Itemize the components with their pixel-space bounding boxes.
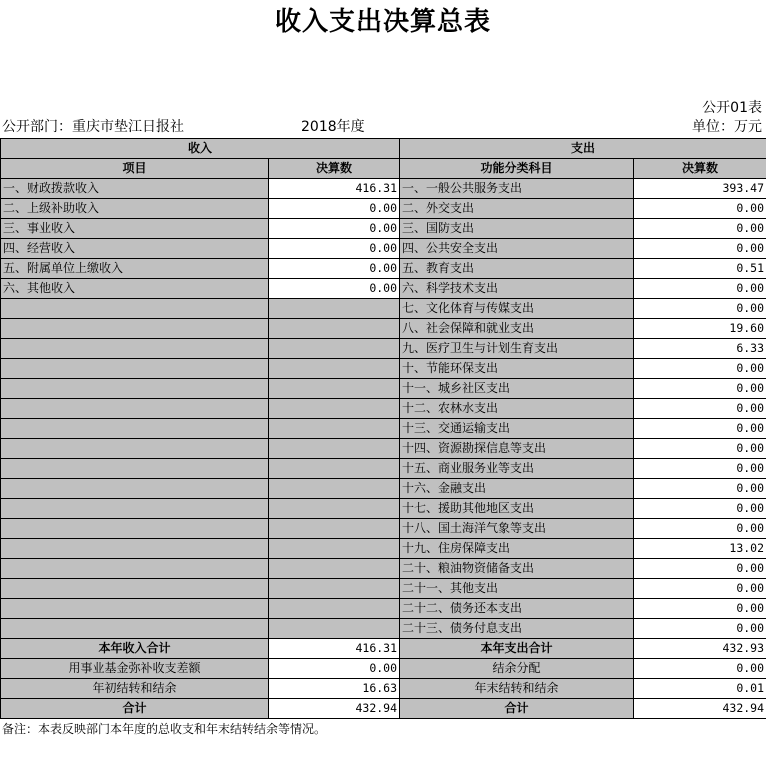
summary-income-item: 合计 bbox=[1, 699, 269, 719]
table-row bbox=[1, 319, 766, 339]
income-item bbox=[1, 619, 269, 639]
table-row bbox=[1, 279, 766, 299]
table-row bbox=[1, 219, 766, 239]
summary-row bbox=[1, 699, 766, 719]
amount-header-2: 决算数 bbox=[634, 159, 766, 179]
expense-amount: 0.00 bbox=[634, 459, 766, 479]
expense-item: 十、节能环保支出 bbox=[400, 359, 634, 379]
expense-amount: 0.00 bbox=[634, 619, 766, 639]
table-row bbox=[1, 239, 766, 259]
summary-income-item: 本年收入合计 bbox=[1, 639, 269, 659]
income-item: 三、事业收入 bbox=[1, 219, 269, 239]
income-item bbox=[1, 519, 269, 539]
table-row bbox=[1, 379, 766, 399]
summary-expense-amount: 0.01 bbox=[634, 679, 766, 699]
income-amount bbox=[269, 499, 400, 519]
expense-item: 十三、交通运输支出 bbox=[400, 419, 634, 439]
income-item bbox=[1, 459, 269, 479]
expense-amount: 0.00 bbox=[634, 239, 766, 259]
income-item bbox=[1, 559, 269, 579]
income-item bbox=[1, 479, 269, 499]
summary-income-amount: 16.63 bbox=[269, 679, 400, 699]
summary-income-amount: 432.94 bbox=[269, 699, 400, 719]
expense-item: 一、一般公共服务支出 bbox=[400, 179, 634, 199]
summary-expense-amount: 432.94 bbox=[634, 699, 766, 719]
table-row bbox=[1, 339, 766, 359]
table-row bbox=[1, 579, 766, 599]
expense-amount: 13.02 bbox=[634, 539, 766, 559]
expense-item: 八、社会保障和就业支出 bbox=[400, 319, 634, 339]
table-row bbox=[1, 599, 766, 619]
expense-amount: 0.00 bbox=[634, 599, 766, 619]
unit-label: 单位：万元 bbox=[692, 119, 762, 135]
income-amount bbox=[269, 319, 400, 339]
expense-item: 九、医疗卫生与计划生育支出 bbox=[400, 339, 634, 359]
expense-item: 三、国防支出 bbox=[400, 219, 634, 239]
expense-amount: 0.00 bbox=[634, 219, 766, 239]
income-item: 一、财政拨款收入 bbox=[1, 179, 269, 199]
income-item bbox=[1, 339, 269, 359]
table-row bbox=[1, 199, 766, 219]
table-row bbox=[1, 499, 766, 519]
income-amount: 0.00 bbox=[269, 279, 400, 299]
income-header: 收入 bbox=[1, 139, 400, 159]
expense-item: 十九、住房保障支出 bbox=[400, 539, 634, 559]
income-amount bbox=[269, 539, 400, 559]
table-row bbox=[1, 619, 766, 639]
expense-item: 十七、援助其他地区支出 bbox=[400, 499, 634, 519]
income-item bbox=[1, 539, 269, 559]
budget-table bbox=[0, 138, 766, 719]
amount-header: 决算数 bbox=[269, 159, 400, 179]
income-item bbox=[1, 439, 269, 459]
income-amount bbox=[269, 459, 400, 479]
summary-income-amount: 0.00 bbox=[269, 659, 400, 679]
expense-amount: 0.00 bbox=[634, 299, 766, 319]
summary-income-amount: 416.31 bbox=[269, 639, 400, 659]
section-header-row bbox=[1, 139, 766, 159]
item-header: 项目 bbox=[1, 159, 269, 179]
income-amount: 0.00 bbox=[269, 239, 400, 259]
table-row bbox=[1, 539, 766, 559]
income-amount bbox=[269, 599, 400, 619]
page-title: 收入支出决算总表 bbox=[274, 7, 491, 37]
expense-amount: 0.00 bbox=[634, 559, 766, 579]
income-amount bbox=[269, 339, 400, 359]
expense-item: 十一、城乡社区支出 bbox=[400, 379, 634, 399]
income-amount bbox=[269, 519, 400, 539]
expense-amount: 0.00 bbox=[634, 519, 766, 539]
table-row bbox=[1, 559, 766, 579]
income-amount bbox=[269, 419, 400, 439]
summary-expense-item: 结余分配 bbox=[400, 659, 634, 679]
income-item bbox=[1, 419, 269, 439]
income-amount bbox=[269, 479, 400, 499]
expense-amount: 0.00 bbox=[634, 199, 766, 219]
table-row bbox=[1, 399, 766, 419]
table-row bbox=[1, 519, 766, 539]
expense-item: 十六、金融支出 bbox=[400, 479, 634, 499]
income-item bbox=[1, 299, 269, 319]
income-amount bbox=[269, 579, 400, 599]
income-amount bbox=[269, 359, 400, 379]
income-amount bbox=[269, 559, 400, 579]
summary-row bbox=[1, 639, 766, 659]
income-amount: 416.31 bbox=[269, 179, 400, 199]
expense-item: 十五、商业服务业等支出 bbox=[400, 459, 634, 479]
income-amount bbox=[269, 439, 400, 459]
income-item bbox=[1, 319, 269, 339]
income-item: 二、上级补助收入 bbox=[1, 199, 269, 219]
column-header-row bbox=[1, 159, 766, 179]
expense-item: 二十一、其他支出 bbox=[400, 579, 634, 599]
income-item: 六、其他收入 bbox=[1, 279, 269, 299]
income-item: 四、经营收入 bbox=[1, 239, 269, 259]
expense-amount: 6.33 bbox=[634, 339, 766, 359]
expense-item: 五、教育支出 bbox=[400, 259, 634, 279]
income-item bbox=[1, 579, 269, 599]
table-row bbox=[1, 359, 766, 379]
func-item-header: 功能分类科目 bbox=[400, 159, 634, 179]
table-row bbox=[1, 479, 766, 499]
income-amount bbox=[269, 299, 400, 319]
expense-amount: 19.60 bbox=[634, 319, 766, 339]
department-label: 公开部门：重庆市垫江日报社 bbox=[2, 119, 184, 135]
expense-amount: 393.47 bbox=[634, 179, 766, 199]
table-row bbox=[1, 419, 766, 439]
expense-amount: 0.00 bbox=[634, 439, 766, 459]
expense-item: 四、公共安全支出 bbox=[400, 239, 634, 259]
expense-amount: 0.00 bbox=[634, 479, 766, 499]
expense-item: 二、外交支出 bbox=[400, 199, 634, 219]
expense-amount: 0.51 bbox=[634, 259, 766, 279]
income-amount bbox=[269, 619, 400, 639]
table-row bbox=[1, 299, 766, 319]
income-item bbox=[1, 499, 269, 519]
income-amount bbox=[269, 379, 400, 399]
summary-expense-item: 合计 bbox=[400, 699, 634, 719]
expense-item: 二十、粮油物资储备支出 bbox=[400, 559, 634, 579]
summary-expense-item: 年末结转和结余 bbox=[400, 679, 634, 699]
expense-amount: 0.00 bbox=[634, 579, 766, 599]
income-amount: 0.00 bbox=[269, 199, 400, 219]
expense-header: 支出 bbox=[400, 139, 766, 159]
expense-amount: 0.00 bbox=[634, 279, 766, 299]
summary-income-item: 年初结转和结余 bbox=[1, 679, 269, 699]
summary-row bbox=[1, 679, 766, 699]
expense-item: 七、文化体育与传媒支出 bbox=[400, 299, 634, 319]
summary-expense-amount: 432.93 bbox=[634, 639, 766, 659]
income-item bbox=[1, 599, 269, 619]
expense-item: 二十三、债务付息支出 bbox=[400, 619, 634, 639]
expense-amount: 0.00 bbox=[634, 379, 766, 399]
expense-item: 十八、国土海洋气象等支出 bbox=[400, 519, 634, 539]
table-row bbox=[1, 459, 766, 479]
income-amount: 0.00 bbox=[269, 259, 400, 279]
table-row bbox=[1, 259, 766, 279]
income-item bbox=[1, 359, 269, 379]
summary-expense-amount: 0.00 bbox=[634, 659, 766, 679]
table-row bbox=[1, 179, 766, 199]
income-item bbox=[1, 399, 269, 419]
footnote: 备注：本表反映部门本年度的总收支和年末结转结余等情况。 bbox=[2, 722, 327, 736]
table-number: 公开01表 bbox=[702, 100, 762, 116]
expense-item: 六、科学技术支出 bbox=[400, 279, 634, 299]
expense-amount: 0.00 bbox=[634, 359, 766, 379]
expense-amount: 0.00 bbox=[634, 499, 766, 519]
expense-amount: 0.00 bbox=[634, 419, 766, 439]
income-amount bbox=[269, 399, 400, 419]
expense-amount: 0.00 bbox=[634, 399, 766, 419]
summary-expense-item: 本年支出合计 bbox=[400, 639, 634, 659]
expense-item: 十四、资源勘探信息等支出 bbox=[400, 439, 634, 459]
table-row bbox=[1, 439, 766, 459]
summary-income-item: 用事业基金弥补收支差额 bbox=[1, 659, 269, 679]
income-item bbox=[1, 379, 269, 399]
expense-item: 十二、农林水支出 bbox=[400, 399, 634, 419]
income-item: 五、附属单位上缴收入 bbox=[1, 259, 269, 279]
fiscal-year: 2018年度 bbox=[301, 119, 365, 135]
summary-row bbox=[1, 659, 766, 679]
expense-item: 二十二、债务还本支出 bbox=[400, 599, 634, 619]
income-amount: 0.00 bbox=[269, 219, 400, 239]
